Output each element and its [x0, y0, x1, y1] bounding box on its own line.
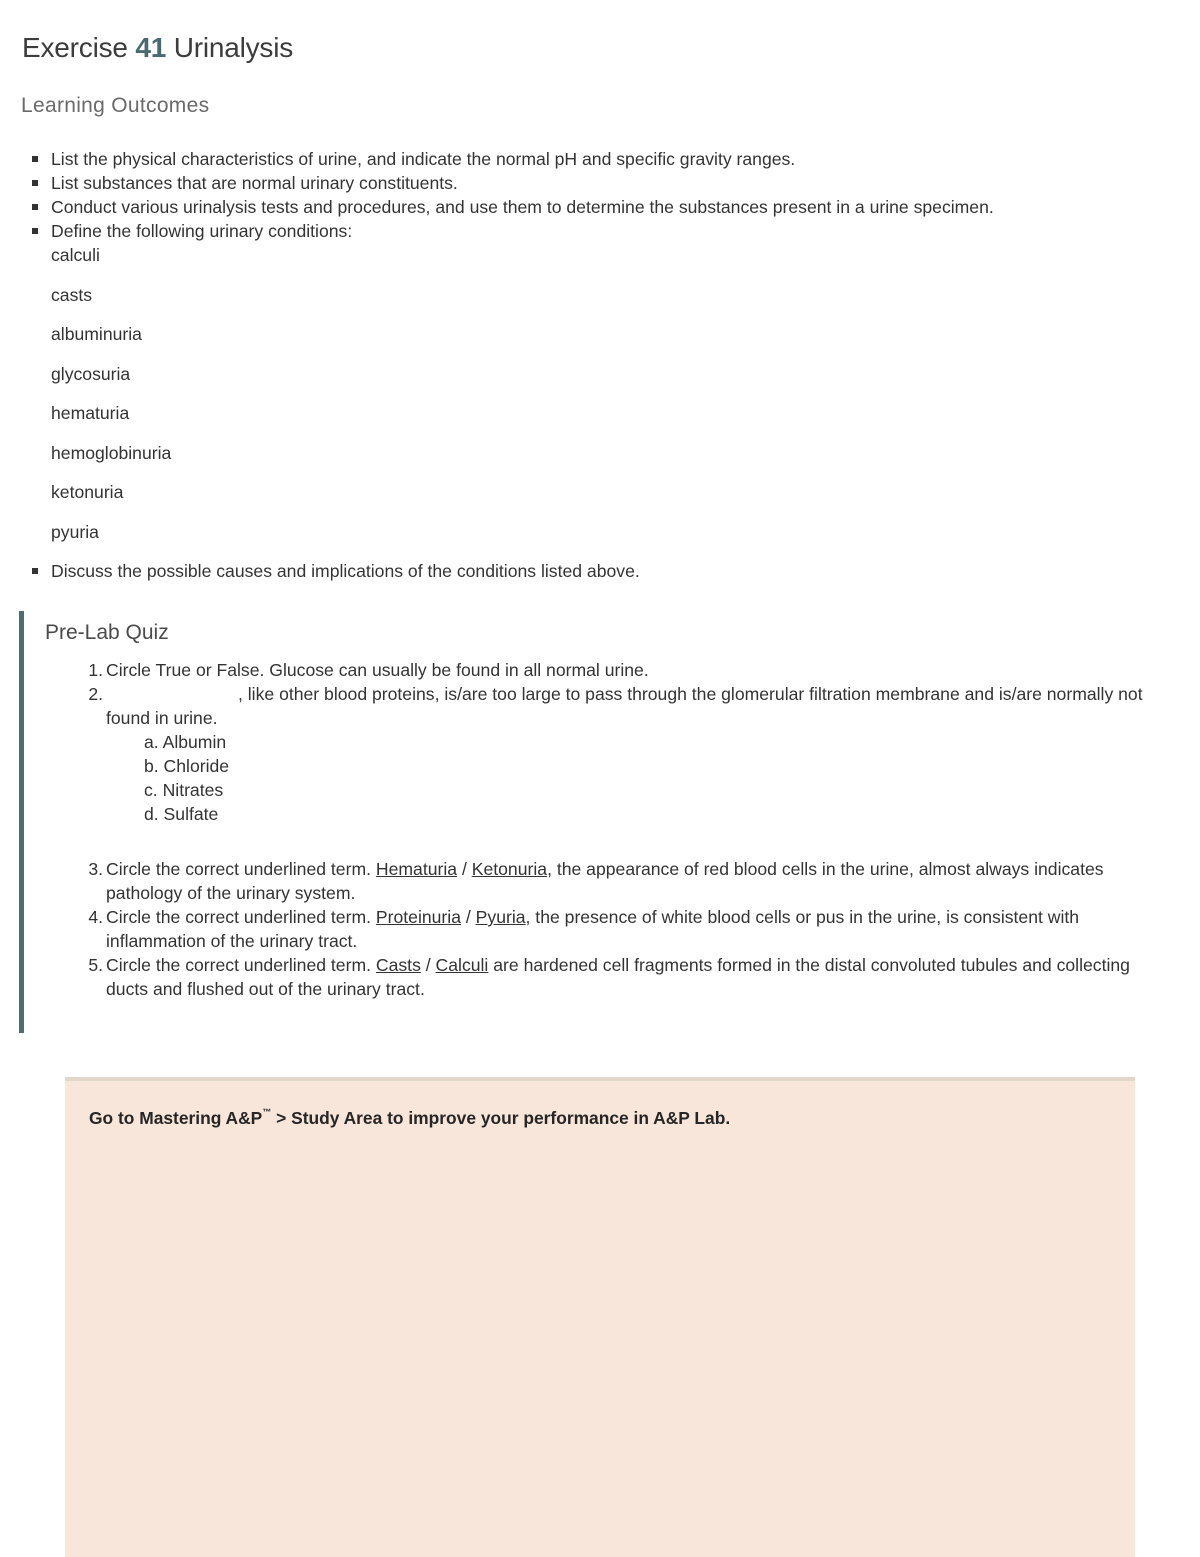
term-option: Pyuria — [475, 907, 526, 927]
answer-option: a. Albumin — [144, 732, 227, 752]
question-text: , the appearance of red blood cells in the urine, almost always indicates pathology of the urinary system. — [106, 859, 1104, 903]
question-text: are hardened cell fragments formed in the distal convoluted tubules and collecting ducts and flushed out of the urinary tract. — [106, 955, 1130, 999]
question-number: 1. — [88, 660, 103, 680]
condition-item: ketonuria — [51, 482, 124, 502]
outcome-item: List the physical characteristics of urine, and indicate the normal pH and specific gravity ranges. — [32, 147, 1172, 171]
quiz-list — [81, 658, 1163, 1001]
answer-option: c. Nitrates — [144, 780, 224, 800]
question-number: 2. — [88, 684, 103, 704]
quiz-question — [81, 857, 1163, 905]
term-option: Calculi — [435, 955, 489, 975]
bullet-icon — [32, 180, 38, 186]
question-text: , like other blood proteins, is/are too large to pass through the glomerular filtration membrane and is/are normally not found in urine. — [106, 684, 1143, 728]
pre-lab-quiz — [19, 611, 1174, 1033]
quiz-question — [81, 658, 1163, 682]
question-lead: Circle the correct underlined term. — [106, 907, 371, 927]
term-separator: / — [425, 955, 431, 975]
outcome-item: List substances that are normal urinary constituents. — [32, 171, 1172, 195]
answer-options — [106, 730, 1163, 826]
trademark-symbol: ™ — [262, 1107, 272, 1117]
answer-option: d. Sulfate — [144, 804, 219, 824]
question-text: Circle True or False. Glucose can usually be found in all normal urine. — [106, 660, 649, 680]
exercise-number: 41 — [135, 32, 167, 63]
bullet-icon — [32, 228, 38, 234]
question-lead: Circle the correct underlined term. — [106, 955, 371, 975]
term-separator: / — [465, 907, 471, 927]
condition-item: albuminuria — [51, 324, 142, 344]
term-separator: / — [461, 859, 467, 879]
term-option: Ketonuria — [471, 859, 548, 879]
term-option: Casts — [375, 955, 421, 975]
title-prefix: Exercise — [22, 32, 128, 63]
bullet-icon — [32, 204, 38, 210]
outcome-item: Discuss the possible causes and implications of the conditions listed above. — [32, 559, 1172, 583]
outcome-item: Conduct various urinalysis tests and procedures, and use them to determine the substances present in a urine specimen. — [32, 195, 1172, 219]
answer-option: b. Chloride — [144, 756, 230, 776]
term-option: Proteinuria — [375, 907, 461, 927]
mastering-promo-box — [65, 1077, 1135, 1557]
quiz-question — [81, 905, 1163, 953]
bullet-icon — [32, 568, 38, 574]
condition-item: glycosuria — [51, 363, 131, 384]
quiz-question — [81, 682, 1163, 826]
page-title — [22, 32, 293, 64]
condition-item: hematuria — [51, 403, 130, 423]
quiz-question — [81, 953, 1163, 1001]
term-option: Hematuria — [375, 859, 458, 879]
condition-item: calculi — [51, 245, 100, 265]
learning-outcomes-list — [32, 147, 1172, 583]
title-subject: Urinalysis — [173, 32, 294, 63]
question-number: 4. — [88, 907, 103, 927]
condition-item: pyuria — [51, 521, 99, 542]
question-number: 3. — [88, 859, 103, 879]
condition-item: hemoglobinuria — [51, 442, 172, 463]
question-lead: Circle the correct underlined term. — [106, 859, 371, 879]
quiz-heading: Pre-Lab Quiz — [45, 621, 169, 644]
learning-outcomes-heading: Learning Outcomes — [21, 94, 210, 117]
question-text: , the presence of white blood cells or pus in the urine, is consistent with inflammation of the urinary tract. — [106, 907, 1080, 951]
question-number: 5. — [88, 955, 103, 975]
bullet-icon — [32, 156, 38, 162]
conditions-list — [51, 243, 1172, 559]
condition-item: casts — [51, 284, 93, 305]
outcome-item: Define the following urinary conditions: calculi casts albuminuria glycosuria hematuria hemoglobinuria ketonuria pyuria — [32, 219, 1172, 559]
promo-text: Go to Mastering A&P™ > Study Area to improve your performance in A&P Lab. — [89, 1107, 731, 1128]
